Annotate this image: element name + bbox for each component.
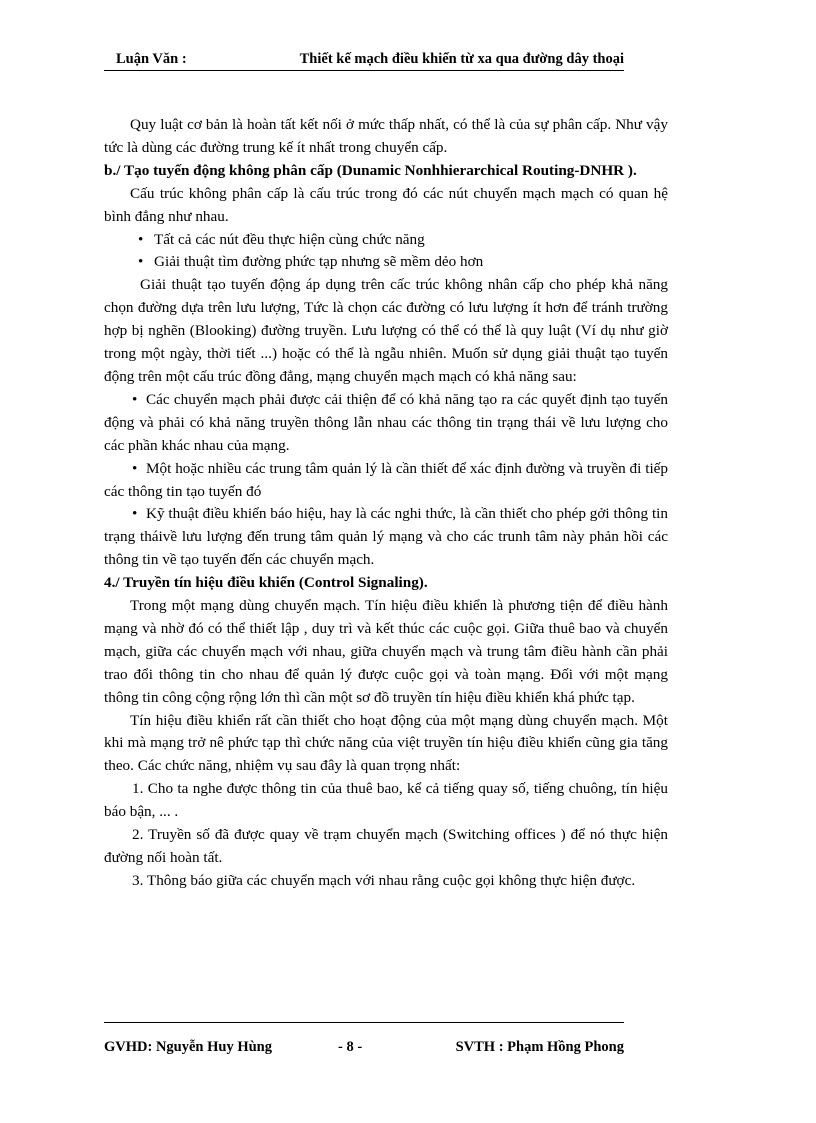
list-item: 3. Thông báo giữa các chuyển mạch với nhau rằng cuộc gọi không thực hiện được. bbox=[132, 871, 636, 889]
header-left: Luận Văn : bbox=[116, 51, 187, 67]
list-item: • Giải thuật tìm đường phức tạp nhưng sẽ mềm dẻo hơn bbox=[138, 251, 668, 274]
page-header bbox=[104, 48, 624, 71]
paragraph: Cấu trúc không phân cấp là cấu trúc trong đó các nút chuyển mạch mạch có quan hệ bình đẳng như nhau. bbox=[104, 184, 668, 225]
page-footer bbox=[104, 1036, 624, 1058]
page-number: - 8 - bbox=[338, 1039, 363, 1055]
paragraph: Tín hiệu điều khiển rất cần thiết cho hoạt động của một mạng dùng chuyển mạch. Một khi mà mạng trở nê phức tạp thì chức năng của việt truyền tín hiệu điều khiển cũng gia tăng theo. Các chức năng, nhiệm vụ sau đây là quan trọng nhất: bbox=[104, 711, 668, 775]
paragraph: Giải thuật tạo tuyến động áp dụng trên cấc trúc không nhân cấp cho phép khả năng chọn đường dựa trên lưu lượng, Tức là chọn các đường có lưu lượng ít hơn để tránh trường hợp bị nghẽn (Blooking) đường truyền. Lưu lượng có thể có thể là quy luật (Ví dụ như giờ trong một ngày, thời tiết ...) hoặc có thể là ngẫu nhiên. Muốn sử dụng giải thuật tạo tuyến động trên một cấu trúc đồng đẳng, mạng chuyển mạch mạch có khả năng sau: bbox=[104, 276, 668, 385]
bullet-list bbox=[104, 229, 668, 275]
page-body bbox=[104, 114, 668, 893]
list-item: • Kỹ thuật điều khiển báo hiệu, hay là các nghi thức, là cần thiết cho phép gởi thông tin trạng tháivề lưu lượng đến trung tâm quản lý mạng và cho các trunh tâm này phản hồi các thông tin về tạo tuyến đến các chuyển mạch. bbox=[104, 505, 668, 569]
list-item: 1. Cho ta nghe được thông tin của thuê bao, kể cả tiếng quay số, tiếng chuông, tín hiệu báo bận, ... . bbox=[104, 780, 668, 821]
footer-student: SVTH : Phạm Hồng Phong bbox=[455, 1039, 624, 1055]
list-item: 2. Truyền số đã được quay về trạm chuyển mạch (Switching offices ) để nó thực hiện đường nối hoàn tất. bbox=[104, 826, 668, 866]
header-title: Thiết kế mạch điều khiển từ xa qua đường dây thoại bbox=[299, 51, 624, 67]
section-heading-4: 4./ Truyền tín hiệu điều khiển (Control Signaling). bbox=[104, 574, 428, 592]
footer-advisor: GVHD: Nguyễn Huy Hùng bbox=[104, 1039, 272, 1055]
paragraph: Quy luật cơ bản là hoàn tất kết nối ở mức thấp nhất, có thể là của sự phân cấp. Như vậy tức là dùng các đường trung kế ít nhất trong chuyển cấp. bbox=[104, 116, 668, 156]
list-item: • Các chuyển mạch phải được cải thiện để có khả năng tạo ra các quyết định tạo tuyến động và phải có khả năng truyền thông lẫn nhau các thông tin trạng thái về lưu lượng cho các phần khác nhau của mạng. bbox=[104, 390, 668, 454]
list-item: • Một hoặc nhiều các trung tâm quản lý là cần thiết để xác định đường và truyền đi tiếp các thông tin tạo tuyến đó bbox=[104, 459, 668, 500]
footer-divider bbox=[104, 1022, 624, 1023]
numbered-list bbox=[104, 778, 668, 893]
list-item: • Tất cả các nút đều thực hiện cùng chức năng bbox=[138, 229, 668, 252]
paragraph: Trong một mạng dùng chuyển mạch. Tín hiệu điều khiển là phương tiện để điều hành mạng và nhờ đó có thể thiết lập , duy trì và kết thúc các cuộc gọi. Giữa thuê bao và chuyển mạch, giữa các chuyển mạch với nhau, giữa chuyển mạch và trung tâm điều hành cần phải trao đổi thông tin cho nhau để quản lý được cuộc gọi và toàn mạng. Đối với một mạng thông tin công cộng rộng lớn thì cần một sơ đồ truyền tín hiệu điều khiển khá phức tạp. bbox=[104, 597, 668, 706]
section-heading-b: b./ Tạo tuyến động không phân cấp (Dunamic Nonhhierarchical Routing-DNHR ). bbox=[104, 161, 637, 179]
